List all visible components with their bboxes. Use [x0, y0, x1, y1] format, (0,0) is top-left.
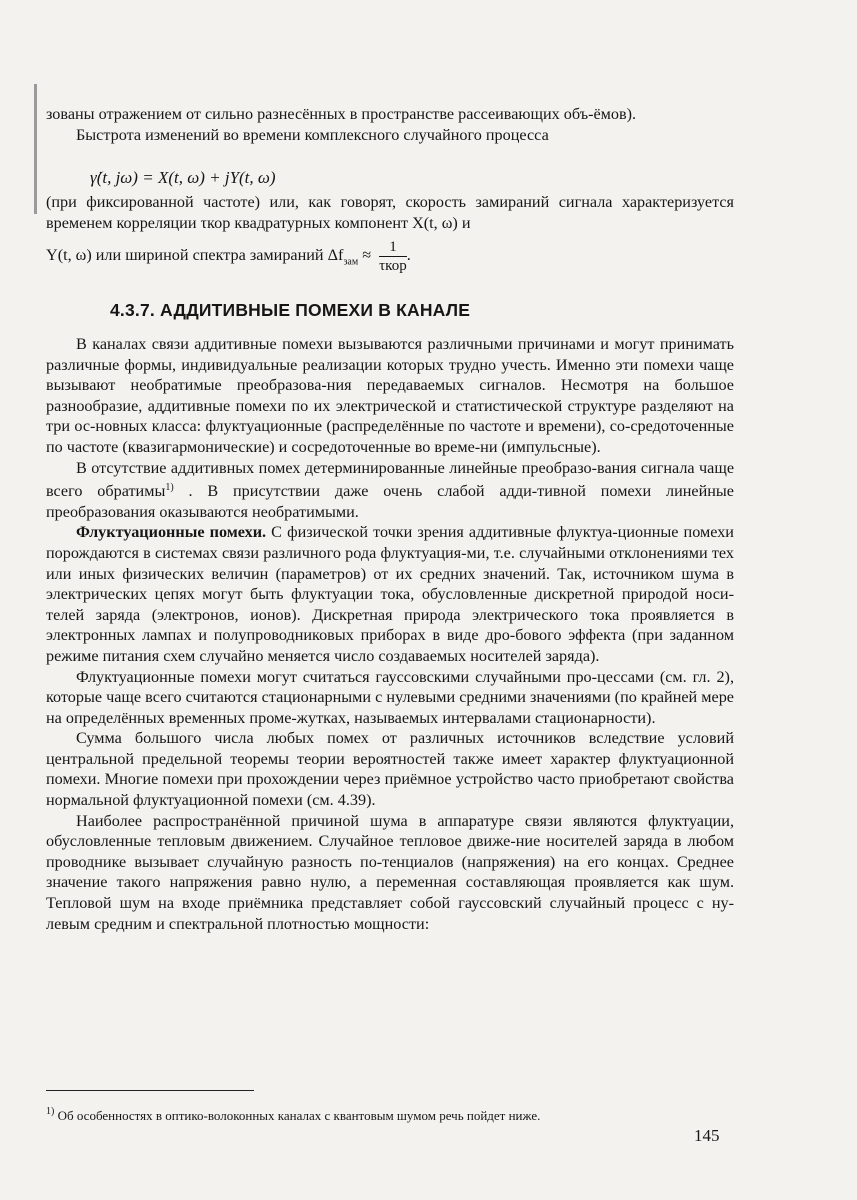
section-heading: 4.3.7. АДДИТИВНЫЕ ПОМЕХИ В КАНАЛЕ	[110, 300, 471, 320]
paragraph-2	[46, 458, 734, 523]
fading-bandwidth-line	[46, 238, 734, 275]
footnote-text: Об особенностях в оптико-волоконных каналах с квантовым шумом речь пойдет ниже.	[54, 1108, 541, 1123]
math-line-subscript: зам	[343, 256, 359, 268]
paragraph-4: Флуктуационные помехи могут считаться гауссовскими случайными про-цессами (см. гл. 2), которые чаще всего считаются стационарными с нулевыми средними значениями (по крайней мере на определённых временных проме-жутках, называемых интервалами стационарности).	[46, 667, 734, 727]
paragraph-1: В каналах связи аддитивные помехи вызываются различными причинами и могут принимать различные формы, индивидуальные реализации которых трудно учесть. Именно эти помехи чаще вызывают необратимые преобразова-ния передаваемых сигналов. Несмотря на большое разнообразие, аддитивные помехи по их электрической и статистической структуре разделяют на три ос-новных класса: флуктуационные (распределённые по частоте и времени), со-средоточенные по частоте (квазигармонические) и сосредоточенные во време-ни (импульсные).	[46, 335, 734, 456]
run-in-heading: Флуктуационные помехи.	[76, 523, 267, 542]
top-block	[46, 104, 734, 145]
fraction-denominator: τкор	[379, 258, 407, 274]
formula-gamma: γ̇(t, jω) = X(t, ω) + jY(t, ω)	[90, 168, 276, 187]
paragraph-2-text-b: . В присутствии даже очень слабой адди-тивной помехи линейные преобразования оказываются необратимыми.	[46, 482, 734, 521]
paragraph-6: Наиболее распространённой причиной шума в аппаратуре связи являются флуктуации, обусловленные тепловым движением. Случайное тепловое движе-ние носителей заряда в любом проводнике вызывает случайную разность по-тенциалов (напряжения) на его концах. Среднее значение такого напряжения равно нулю, а переменная составляющая проявляется как шум. Тепловой шум на входе приёмника представляет собой гауссовский случайный процесс с ну-левым средним и спектральной плотностью мощности:	[46, 811, 734, 933]
scan-edge-mark	[34, 84, 37, 214]
fraction-numerator: 1	[379, 238, 407, 257]
footnote-reference: 1)	[165, 482, 174, 494]
main-text	[46, 334, 734, 934]
paragraph-rate-intro: Быстрота изменений во времени комплексного случайного процесса	[76, 125, 549, 144]
paragraph-continuation: зованы отражением от сильно разнесённых в пространстве рассеивающих объ-ёмов).	[46, 105, 637, 123]
paragraph-3	[46, 522, 734, 666]
footnote-divider	[46, 1090, 254, 1091]
footnote-mark: 1)	[46, 1106, 55, 1117]
paragraph-3-text: С физической точки зрения аддитивные флуктуа-ционные помехи порождаются в системах связи различного рода флуктуация-ми, т.е. случайными отклонениями тех или иных физических величин (параметров) от их средних значений. Так, источником шума в электрических цепях могут быть флуктуации тока, обусловленные дискретной природой носи-телей заряда (электронов, ионов). Дискретная природа электрического тока проявляется в электронных лампах и полупроводниковых приборах в виде дро-бового эффекта (при заданном режиме питания схем случайно меняется число создаваемых носителей заряда).	[46, 523, 734, 665]
rate-continuation-block	[46, 192, 734, 233]
paragraph-2-text-a: В отсутствие аддитивных помех детерминированные линейные преобразо-вания сигнала чаще всего обратимы	[46, 458, 734, 501]
math-line-end: .	[406, 246, 411, 265]
footnote	[46, 1104, 746, 1124]
math-line-text: Y(t, ω) или шириной спектра замираний Δf	[46, 246, 344, 265]
fraction	[379, 238, 407, 275]
paragraph-5: Сумма большого числа любых помех от различных источников вследствие условий центральной предельной теоремы теории вероятностей также имеет характер флуктуационной помехи. Многие помехи при прохождении через приёмное устройство часто приобретают свойства нормальной флуктуационной помехи (см. 4.39).	[46, 729, 734, 810]
page-number: 145	[694, 1126, 720, 1145]
approx-sign: ≈	[362, 246, 372, 265]
paragraph-rate-continuation: (при фиксированной частоте) или, как говорят, скорость замираний сигнала характеризуется временем корреляции τкор квадратурных компонент X(t, ω) и	[46, 193, 734, 232]
